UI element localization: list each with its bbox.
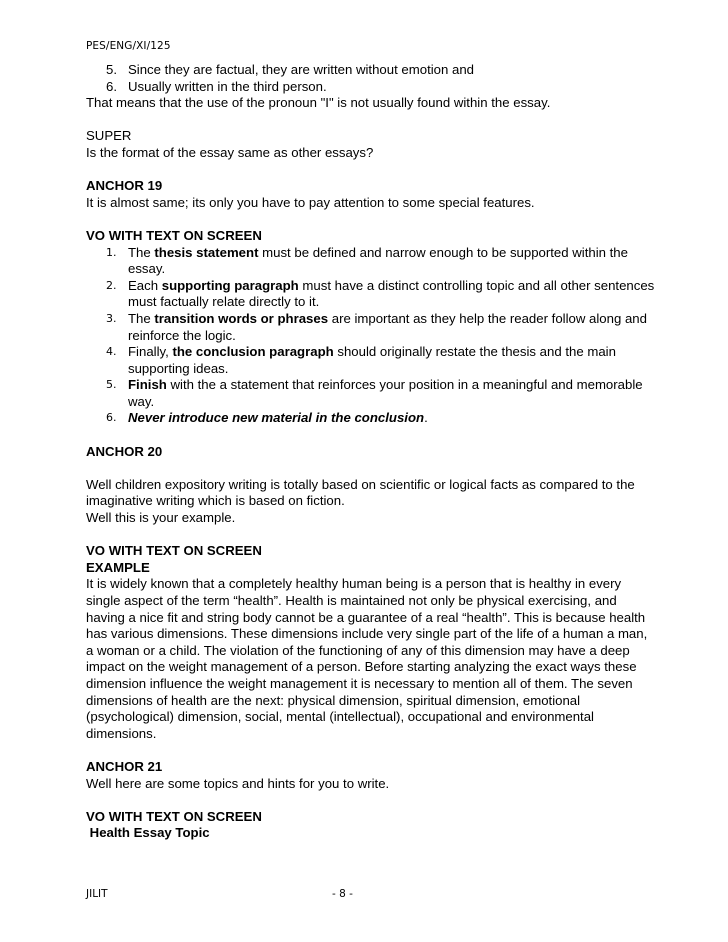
list-item <box>86 79 656 96</box>
list-item <box>86 377 656 410</box>
anchor-20-text: Well children expository writing is totally based on scientific or logical facts as compared to the imaginative writing which is based on fiction. <box>86 476 635 509</box>
doc-code-header: PES/ENG/XI/125 <box>86 40 171 52</box>
example-label: EXAMPLE <box>86 559 150 575</box>
list-number: 5. <box>106 62 117 77</box>
list-text: Each <box>128 277 162 293</box>
vo-3-label: VO WITH TEXT ON SCREEN <box>86 808 262 824</box>
list-keyword: Never introduce new material in the conclusion <box>128 410 425 426</box>
page-content <box>86 62 656 842</box>
list-text: The <box>128 244 155 260</box>
list-keyword: supporting paragraph <box>161 277 299 293</box>
list-text: must have a distinct controlling topic and all other sentences must factually relate directly to it. <box>128 277 655 310</box>
list-item <box>86 311 656 344</box>
list-keyword: thesis statement <box>154 244 259 260</box>
list-item <box>86 410 656 427</box>
list-number: 6. <box>106 78 117 94</box>
anchor-21-text: Well here are some topics and hints for you to write. <box>86 775 390 791</box>
topic-label: Health Essay Topic <box>86 825 210 841</box>
super-label: SUPER <box>86 128 132 144</box>
top-list <box>86 62 656 95</box>
list-text: with the a statement that reinforces your position in a meaningful and memorable way. <box>128 377 643 409</box>
top-note: That means that the use of the pronoun "I" is not usually found within the essay. <box>86 95 551 111</box>
list-number: 1. <box>106 245 117 259</box>
list-text: Usually written in the third person. <box>128 78 327 94</box>
footer-org: JILIT <box>86 888 108 900</box>
list-text: . <box>424 410 428 426</box>
example-paragraph: It is widely known that a completely healthy human being is a person that is healthy in every single aspect of the term “health”. Health is maintained not only be physical exercising, and having a nice fit and string body cannot be a guarantee of a real “health”. This is because health has various dimensions. These dimensions include very single part of the life of a human a man, a woman or a child. The violation of the functioning of any of this dimension may have a deep impact on the weight management of a person. Before starting analyzing the exact ways these dimension influence the weight management it is necessary to mention all of them. The seven dimensions of health are the next: physical dimension, spiritual dimension, emotional (psychological) dimension, social, mental (intellectual), occupational and environmental dimensions. <box>86 576 648 741</box>
anchor-21-label: ANCHOR 21 <box>86 758 163 774</box>
super-text: Is the format of the essay same as other essays? <box>86 144 374 160</box>
list-item <box>86 344 656 377</box>
essay-features-list <box>86 245 656 428</box>
list-keyword: Finish <box>128 377 167 393</box>
list-text: Since they are factual, they are written without emotion and <box>128 62 474 77</box>
vo-2-label: VO WITH TEXT ON SCREEN <box>86 543 262 559</box>
list-number: 5. <box>106 378 117 392</box>
list-text: must be defined and narrow enough to be supported within the essay. <box>128 244 628 277</box>
vo-1-label: VO WITH TEXT ON SCREEN <box>86 227 262 243</box>
anchor-19-label: ANCHOR 19 <box>86 178 163 194</box>
list-number: 6. <box>106 411 117 425</box>
page-number: - 8 - <box>332 888 353 900</box>
list-number: 4. <box>106 345 117 359</box>
list-item <box>86 62 656 79</box>
list-text: are important as they help the reader follow along and reinforce the logic. <box>128 310 647 343</box>
list-number: 3. <box>106 311 117 325</box>
anchor-19-text: It is almost same; its only you have to pay attention to some special features. <box>86 194 535 210</box>
list-number: 2. <box>106 278 117 292</box>
list-keyword: the conclusion paragraph <box>172 344 334 360</box>
list-keyword: transition words or phrases <box>154 310 329 326</box>
list-text: Finally, <box>128 344 173 360</box>
list-item <box>86 245 656 278</box>
anchor-20-label: ANCHOR 20 <box>86 443 163 459</box>
list-text: The <box>128 310 155 326</box>
list-item <box>86 278 656 311</box>
list-text: should originally restate the thesis and the main supporting ideas. <box>128 344 616 376</box>
anchor-20-text-2: Well this is your example. <box>86 510 236 526</box>
